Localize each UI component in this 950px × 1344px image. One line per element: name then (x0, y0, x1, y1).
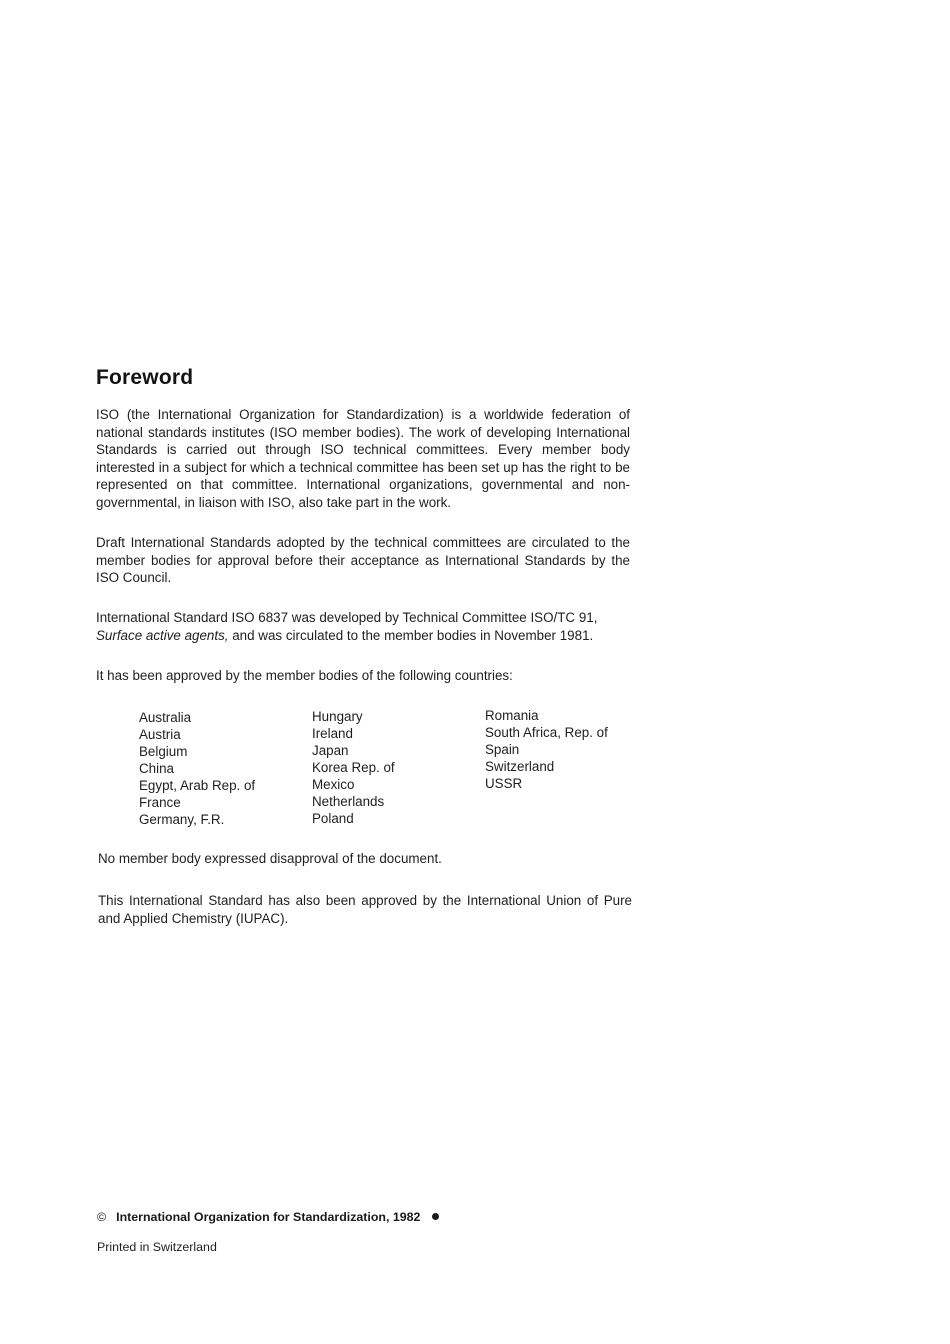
bullet-dot-icon (432, 1213, 439, 1220)
country-item: Korea Rep. of (312, 760, 395, 775)
country-list-column-2 (312, 708, 395, 827)
committee-name: Surface active agents, (96, 627, 229, 643)
country-item: South Africa, Rep. of (485, 725, 608, 740)
country-item: Japan (312, 743, 349, 758)
paragraph-draft-standards: Draft International Standards adopted by the technical committees are circulated to the member bodies for approval before their acceptance as International Standards by the ISO Council. (96, 535, 630, 586)
country-item: Romania (485, 708, 539, 723)
country-item: Ireland (312, 726, 353, 741)
country-item: Germany, F.R. (139, 812, 225, 827)
country-item: Belgium (139, 744, 188, 759)
country-item: Netherlands (312, 794, 385, 809)
country-item: Hungary (312, 709, 363, 724)
paragraph-text: and was circulated to the member bodies in November 1981. (232, 627, 594, 643)
copyright-text: International Organization for Standardization, 1982 (116, 1210, 421, 1224)
paragraph-no-disapproval: No member body expressed disapproval of the document. (98, 851, 442, 866)
country-item: Poland (312, 811, 354, 826)
country-item: France (139, 795, 181, 810)
page-title: Foreword (96, 366, 194, 389)
country-item: Switzerland (485, 759, 555, 774)
copyright-icon: © (97, 1210, 107, 1224)
country-item: Mexico (312, 777, 355, 792)
country-item: Egypt, Arab Rep. of (139, 778, 256, 793)
printed-location: Printed in Switzerland (97, 1240, 217, 1254)
country-item: Australia (139, 710, 192, 725)
copyright-line (97, 1210, 439, 1224)
paragraph-text: International Standard ISO 6837 was developed by Technical Committee ISO/TC 91, (96, 610, 598, 625)
paragraph-approval-intro: It has been approved by the member bodies of the following countries: (96, 668, 513, 683)
paragraph-standard-development (96, 609, 630, 644)
country-list-column-3 (485, 707, 608, 792)
paragraph-iso-description: ISO (the International Organization for Standardization) is a worldwide federation of national standards institutes (ISO member bodies). The work of developing International Standards is carried out through ISO technical committees. Every member body interested in a subject for which a technical committee has been set up has the right to be represented on that committee. International organizations, governmental and non-governmental, in liaison with ISO, also take part in the work. (96, 407, 630, 510)
paragraph-iupac-approval: This International Standard has also been approved by the International Union of Pure and Applied Chemistry (IUPAC). (98, 893, 632, 926)
country-item: China (139, 761, 174, 776)
country-item: Spain (485, 742, 520, 757)
country-item: USSR (485, 776, 523, 791)
country-item: Austria (139, 727, 181, 742)
country-list-column-1 (139, 709, 255, 828)
